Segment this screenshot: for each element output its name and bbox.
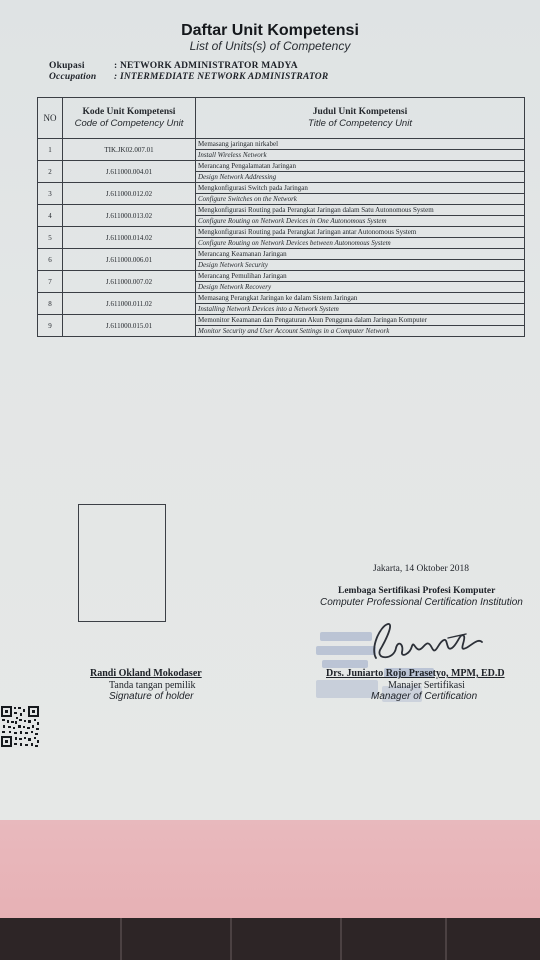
table-row: [38, 271, 525, 282]
table-row: [38, 249, 525, 260]
unit-code: J.611000.012.02: [63, 183, 196, 205]
table-row: [38, 183, 525, 194]
institution-name-en: Computer Professional Certification Institution: [320, 597, 523, 608]
unit-title-en: Design Network Addressing: [196, 172, 525, 183]
unit-title-en: Design Network Security: [196, 260, 525, 271]
row-number: 6: [38, 249, 63, 271]
photo-placeholder: [78, 504, 166, 622]
unit-title-id: Memasang jaringan nirkabel: [196, 139, 525, 150]
row-number: 2: [38, 161, 63, 183]
row-number: 8: [38, 293, 63, 315]
floor-divider: [230, 918, 232, 960]
occupation-label-id: Okupasi: [49, 61, 85, 71]
table-header-row: [38, 98, 525, 139]
unit-title-en: Install Wireless Network: [196, 150, 525, 161]
unit-title-id: Mengkonfigurasi Routing pada Perangkat Jaringan dalam Satu Autonomous System: [196, 205, 525, 216]
column-header-title: [196, 98, 525, 139]
pink-background: [0, 820, 540, 918]
floor-divider: [340, 918, 342, 960]
unit-title-en: Configure Switches on the Network: [196, 194, 525, 205]
row-number: 4: [38, 205, 63, 227]
unit-title-en: Design Network Recovery: [196, 282, 525, 293]
unit-code: J.611000.014.02: [63, 227, 196, 249]
occupation-value-id: : NETWORK ADMINISTRATOR MADYA: [114, 61, 298, 71]
qr-code-icon[interactable]: [0, 705, 40, 748]
unit-title-id: Mengkonfigurasi Switch pada Jaringan: [196, 183, 525, 194]
row-number: 1: [38, 139, 63, 161]
column-header-code-en: Code of Competency Unit: [74, 118, 184, 129]
unit-title-id: Merancang Keamanan Jaringan: [196, 249, 525, 260]
unit-title-en: Configure Routing on Network Devices in One Autonomous System: [196, 216, 525, 227]
unit-code: TIK.JK02.007.01: [63, 139, 196, 161]
unit-title-id: Merancang Pemulihan Jaringan: [196, 271, 525, 282]
document-title: Daftar Unit Kompetensi: [181, 22, 359, 39]
unit-title-en: Installing Network Devices into a Network System: [196, 304, 525, 315]
row-number: 3: [38, 183, 63, 205]
row-number: 7: [38, 271, 63, 293]
manager-name: Drs. Juniarto Rojo Prasetyo, MPM, ED.D: [326, 668, 505, 679]
unit-code: J.611000.004.01: [63, 161, 196, 183]
unit-code: J.611000.013.02: [63, 205, 196, 227]
unit-title-id: Memonitor Keamanan dan Pengaturan Akun Pengguna dalam Jaringan Komputer: [196, 315, 525, 326]
table-row: [38, 205, 525, 216]
document-subtitle: List of Units(s) of Competency: [189, 39, 351, 53]
column-header-no: NO: [38, 98, 63, 139]
manager-role-en: Manager of Certification: [371, 691, 478, 702]
table-row: [38, 161, 525, 172]
floor-divider: [445, 918, 447, 960]
unit-title-en: Configure Routing on Network Devices between Autonomous System: [196, 238, 525, 249]
unit-title-en: Monitor Security and User Account Settings in a Computer Network: [196, 326, 525, 337]
table-row: [38, 227, 525, 238]
manager-signature-icon: [366, 618, 486, 668]
floor-background: [0, 918, 540, 960]
holder-role-en: Signature of holder: [109, 691, 194, 702]
institution-name-id: Lembaga Sertifikasi Profesi Komputer: [338, 586, 496, 596]
table-row: [38, 139, 525, 150]
table-row: [38, 315, 525, 326]
unit-title-id: Memasang Perangkat Jaringan ke dalam Sistem Jaringan: [196, 293, 525, 304]
competency-units-table: [37, 97, 525, 337]
table-row: [38, 293, 525, 304]
occupation-value-en: : INTERMEDIATE NETWORK ADMINISTRATOR: [114, 72, 329, 82]
manager-role-id: Manajer Sertifikasi: [388, 680, 465, 691]
table-body: [38, 139, 525, 337]
holder-role-id: Tanda tangan pemilik: [109, 680, 196, 691]
column-header-code: [63, 98, 196, 139]
unit-code: J.611000.015.01: [63, 315, 196, 337]
row-number: 5: [38, 227, 63, 249]
column-header-title-en: Title of Competency Unit: [308, 118, 412, 129]
occupation-label-en: Occupation: [49, 72, 97, 82]
floor-divider: [120, 918, 122, 960]
unit-code: J.611000.006.01: [63, 249, 196, 271]
unit-title-id: Merancang Pengalamatan Jaringan: [196, 161, 525, 172]
column-header-title-id: Judul Unit Kompetensi: [312, 107, 408, 117]
unit-code: J.611000.011.02: [63, 293, 196, 315]
unit-code: J.611000.007.02: [63, 271, 196, 293]
issue-place-date: Jakarta, 14 Oktober 2018: [373, 564, 470, 574]
holder-name: Randi Okland Mokodaser: [90, 668, 202, 679]
column-header-code-id: Kode Unit Kompetensi: [82, 107, 176, 117]
unit-title-id: Mengkonfigurasi Routing pada Perangkat Jaringan antar Autonomous System: [196, 227, 525, 238]
row-number: 9: [38, 315, 63, 337]
